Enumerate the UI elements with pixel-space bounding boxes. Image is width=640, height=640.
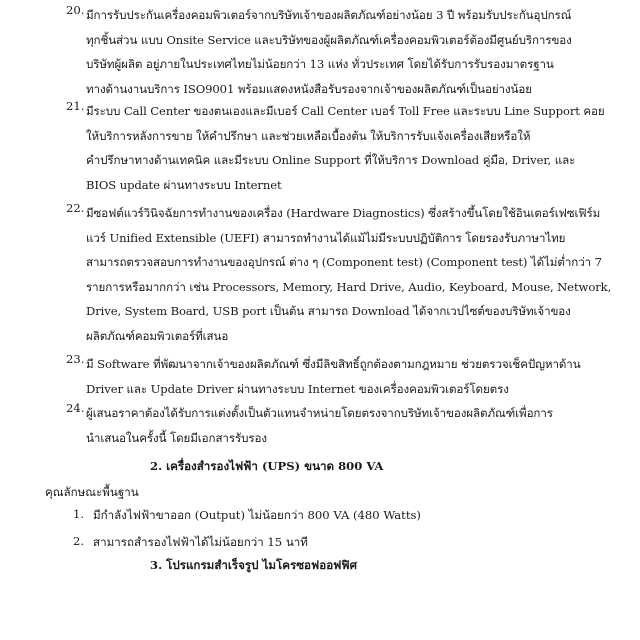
- item-number: 22.: [66, 201, 85, 215]
- list-item-23: [66, 352, 586, 401]
- list-item-21: [66, 99, 605, 197]
- item-number: 21.: [66, 99, 85, 113]
- item-line: ผลิตภัณฑ์คอมพิวเตอร์ที่เสนอ: [86, 328, 229, 343]
- item-line: มี Software ที่พัฒนาจากเจ้าของผลิตภัณฑ์ ซึ่งมีลิขสิทธิ์ถูกต้องตามกฎหมาย ช่วยตรวจเช็คปัญหาด้าน: [86, 357, 581, 371]
- item-number: 23.: [66, 352, 85, 366]
- item-line: Driver และ Update Driver ผ่านทางระบบ Internet ของเครื่องคอมพิวเตอร์โดยตรง: [86, 381, 509, 396]
- spec-item-text: มีกำลังไฟฟ้าขาออก (Output) ไม่น้อยกว่า 800 VA (480 Watts): [93, 508, 421, 522]
- section-heading-ups: 2. เครื่องสำรองไฟฟ้า (UPS) ขนาด 800 VA: [150, 459, 384, 473]
- item-line: สามารถตรวจสอบการทำงานของอุปกรณ์ ต่าง ๆ (Component test) (Component test) ได้ไม่ต่ำกว่า 7: [86, 255, 602, 269]
- spec-item-text: สามารถสำรองไฟฟ้าได้ไม่น้อยกว่า 15 นาที: [93, 535, 308, 549]
- item-line: มีการรับประกันเครื่องคอมพิวเตอร์จากบริษัทเจ้าของผลิตภัณฑ์อย่างน้อย 3 ปี พร้อมรับประกันอุปกรณ์: [86, 8, 572, 22]
- spec-label: คุณลักษณะพื้นฐาน: [45, 485, 139, 499]
- spec-item-2: [73, 534, 308, 552]
- item-number: 20.: [66, 3, 85, 17]
- spec-item-number: 2.: [73, 534, 85, 548]
- item-line: BIOS update ผ่านทางระบบ Internet: [86, 177, 282, 192]
- item-line: บริษัทผู้ผลิต อยู่ภายในประเทศไทยไม่น้อยกว่า 13 แห่ง ทั่วประเทศ โดยได้รับการรับรองมาตรฐาน: [86, 57, 554, 71]
- item-line: Drive, System Board, USB port เป็นต้น สามารถ Download ได้จากเวปไซต์ของบริษัทเจ้าของ: [86, 304, 571, 318]
- item-line: มีระบบ Call Center ของตนเองและมีเบอร์ Call Center เบอร์ Toll Free และระบบ Line Support คอย: [86, 104, 605, 118]
- item-line: มีซอฟต์แวร์วินิจฉัยการทำงานของเครื่อง (Hardware Diagnostics) ซึ่งสร้างขึ้นโดยใช้อินเตอร์เฟซเฟิร์ม: [86, 206, 601, 220]
- item-line: คำปรึกษาทางด้านเทคนิค และมีระบบ Online Support ที่ให้บริการ Download คู่มือ, Driver, และ: [86, 153, 576, 167]
- section-heading-office: 3. โปรแกรมสำเร็จรูป ไมโครซอฟออฟฟิศ: [150, 558, 357, 572]
- item-line: แวร์ Unified Extensible (UEFI) สามารถทำงานได้แม้ไม่มีระบบปฏิบัติการ โดยรองรับภาษาไทย: [86, 230, 566, 245]
- item-line: นำเสนอในครั้งนี้ โดยมีเอกสารรับรอง: [86, 430, 267, 445]
- item-line: ทุกชิ้นส่วน แบบ Onsite Service และบริษัทของผู้ผลิตภัณฑ์เครื่องคอมพิวเตอร์ต้องมีศูนย์บริการของ: [86, 32, 572, 47]
- item-line: ทางด้านงานบริการ ISO9001 พร้อมแสดงหนังสือรับรองจากเจ้าของผลิตภัณฑ์เป็นอย่างน้อย: [86, 81, 532, 96]
- spec-item-number: 1.: [73, 507, 85, 521]
- list-item-22: [66, 201, 612, 348]
- item-line: ผู้เสนอราคาต้องได้รับการแต่งตั้งเป็นตัวแทนจำหน่ายโดยตรงจากบริษัทเจ้าของผลิตภัณฑ์เพื่อการ: [86, 406, 553, 420]
- item-line: ให้บริการหลังการขาย ให้คำปรึกษา และช่วยเหลือเบื้องต้น ให้บริการรับแจ้งเครื่องเสียหรือให้: [86, 128, 531, 143]
- list-item-24: [66, 401, 586, 450]
- list-item-20: [66, 3, 586, 101]
- item-line: รายการหรือมากกว่า เช่น Processors, Memory, Hard Drive, Audio, Keyboard, Mouse, Network,: [86, 279, 612, 294]
- spec-item-1: [73, 507, 421, 525]
- item-number: 24.: [66, 401, 85, 415]
